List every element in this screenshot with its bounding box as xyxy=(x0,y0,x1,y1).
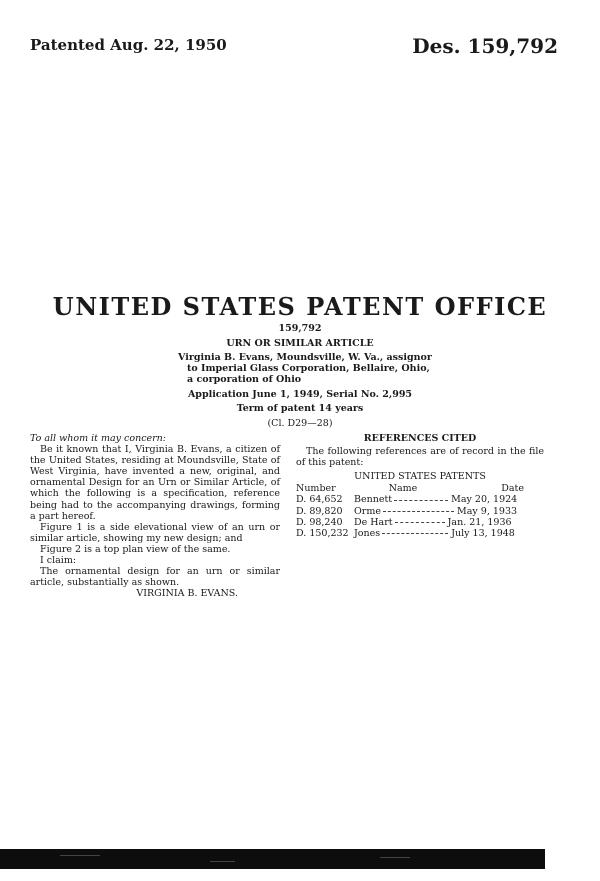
row-date: May 20, 1924 xyxy=(451,494,518,506)
figure2-paragraph: Figure 2 is a top plan view of the same. xyxy=(40,543,231,555)
application-line: Application June 1, 1949, Serial No. 2,995 xyxy=(187,389,413,400)
row-name: Jones xyxy=(354,527,381,539)
assignor-line: a corporation of Ohio xyxy=(187,374,302,385)
row-name: Bennett xyxy=(354,494,393,506)
references-title: REFERENCES CITED xyxy=(363,433,477,444)
claim-label: I claim: xyxy=(40,555,77,567)
assignor-block xyxy=(178,352,432,385)
signature: VIRGINIA B. EVANS. xyxy=(136,588,238,600)
row-date: Jan. 21, 1936 xyxy=(447,516,512,528)
salutation: To all whom it may concern: xyxy=(30,433,166,444)
table-row xyxy=(296,528,544,539)
references-column xyxy=(296,433,544,539)
figure1-paragraph: Figure 1 is a side elevational view of an urn or similar article, showing my new design; and xyxy=(30,521,280,544)
leader-dots xyxy=(383,510,454,512)
claim-text: The ornamental design for an urn or similar article, substantially as shown. xyxy=(30,566,280,589)
patents-title: UNITED STATES PATENTS xyxy=(354,471,486,483)
specification-column xyxy=(30,433,280,599)
column-header-name: Name xyxy=(388,483,418,495)
leader-dots xyxy=(395,521,445,523)
leader-dots xyxy=(382,532,448,534)
row-name: Orme xyxy=(354,505,381,517)
intro-paragraph: Be it known that I, Virginia B. Evans, a citizen of the United States, residing at Moundsville, State of West Virginia, have invented a new, original, and ornamental Design for an Urn or Similar Article, of which the following is a specification, reference being had to the accompanying drawings, forming a part hereof. xyxy=(30,444,280,522)
office-title: UNITED STATES PATENT OFFICE xyxy=(52,292,548,321)
patent-number-center: 159,792 xyxy=(278,323,322,334)
row-date: July 13, 1948 xyxy=(451,527,515,539)
table-row xyxy=(296,494,544,505)
references-text: The following references are of record in the file of this patent: xyxy=(296,446,544,469)
leader-dots xyxy=(394,499,448,501)
row-date: May 9, 1933 xyxy=(457,505,518,517)
column-header-number: Number xyxy=(296,483,336,495)
column-header-date: Date xyxy=(501,483,524,495)
table-header-row xyxy=(296,483,544,494)
row-name: De Hart xyxy=(354,516,393,528)
assignor-line: to Imperial Glass Corporation, Bellaire, Ohio, xyxy=(187,363,430,374)
patent-title: URN OR SIMILAR ARTICLE xyxy=(226,338,374,349)
row-number: D. 150,232 xyxy=(296,527,349,539)
assignor-line: Virginia B. Evans, Moundsville, W. Va., assignor xyxy=(178,352,432,363)
patent-number: Des. 159,792 xyxy=(412,34,558,58)
patents-table xyxy=(296,483,544,538)
table-row xyxy=(296,517,544,528)
classification-line: (Cl. D29—28) xyxy=(267,418,333,429)
row-number: D. 98,240 xyxy=(296,516,343,528)
table-row xyxy=(296,506,544,517)
row-number: D. 89,820 xyxy=(296,505,343,517)
patented-date: Patented Aug. 22, 1950 xyxy=(30,36,227,54)
row-number: D. 64,652 xyxy=(296,494,343,506)
scan-edge-bar xyxy=(0,849,545,869)
term-line: Term of patent 14 years xyxy=(236,403,364,414)
